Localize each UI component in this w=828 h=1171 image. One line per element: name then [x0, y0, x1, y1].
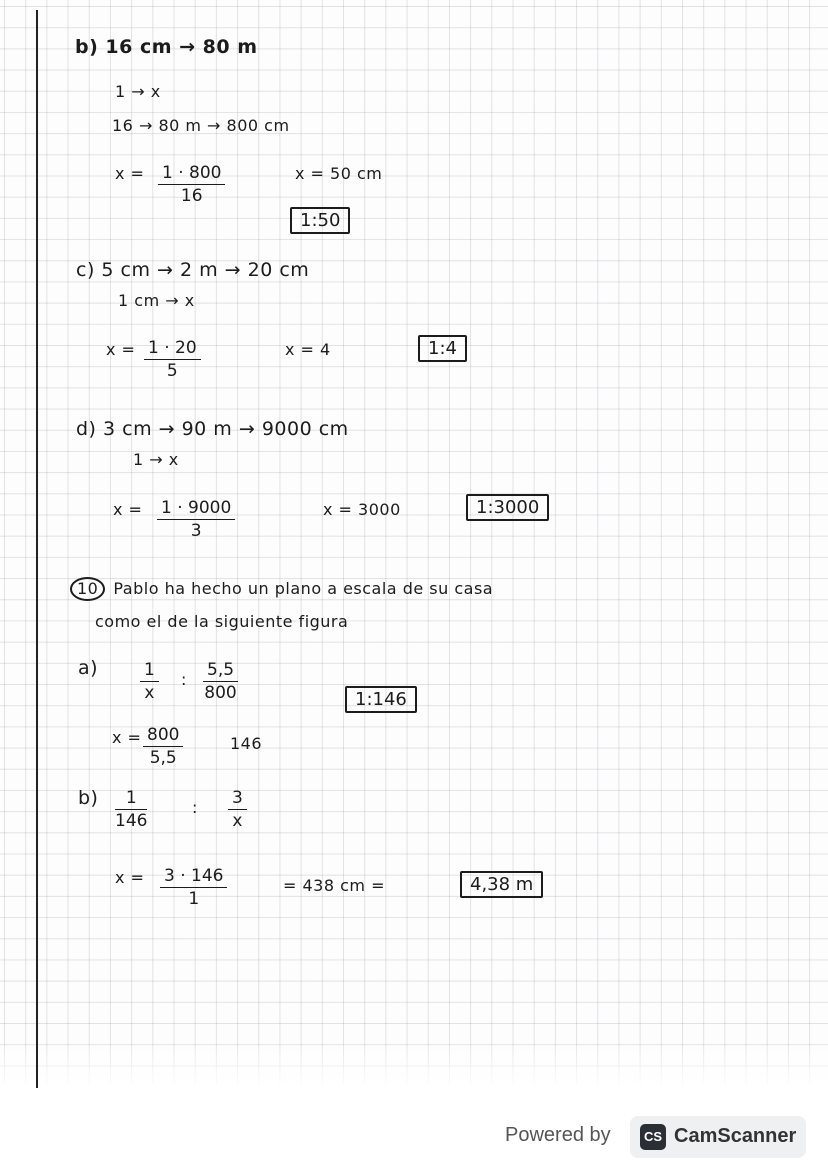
part-d-fraction-numerator: 1 · 9000	[157, 498, 235, 520]
part-b-fraction-denominator: 16	[180, 186, 203, 206]
problem-10-b-result: = 438 cm =	[283, 876, 385, 895]
part-d-line1: 1 → x	[133, 450, 179, 469]
problem-10-a-x-result: 146	[230, 734, 263, 753]
part-b-fraction	[158, 163, 225, 206]
problem-10-a-fraction-2-denominator: 800	[204, 683, 237, 703]
part-c-line1: 1 cm → x	[118, 291, 195, 310]
problem-10-b-fraction-2-denominator: x	[232, 811, 243, 831]
problem-10-b-relation: :	[192, 798, 198, 817]
part-c-answer-box: 1:4	[418, 335, 467, 362]
problem-10-statement-line2: como el de la siguiente figura	[95, 612, 349, 631]
problem-10-a-fraction-2	[203, 660, 238, 703]
page-bottom-fade	[0, 1040, 828, 1090]
problem-10-a-fraction-2-numerator: 5,5	[203, 660, 238, 682]
problem-10-a-x-fraction-numerator: 800	[143, 725, 183, 747]
part-c-fraction-denominator: 5	[166, 361, 178, 381]
problem-number-circle: 10	[70, 577, 105, 601]
part-c-result: x = 4	[285, 340, 331, 359]
part-d-x-lhs: x =	[113, 500, 143, 519]
part-c-x-lhs: x =	[106, 340, 136, 359]
part-c-fraction-numerator: 1 · 20	[144, 338, 201, 360]
part-d-fraction-denominator: 3	[190, 521, 202, 541]
problem-10-a-fraction-1-numerator: 1	[140, 660, 159, 682]
problem-10-b-x-fraction-denominator: 1	[188, 889, 200, 909]
part-b-answer-box: 1:50	[290, 207, 350, 234]
part-b-result: x = 50 cm	[295, 164, 383, 183]
part-b-fraction-numerator: 1 · 800	[158, 163, 225, 185]
problem-10-statement-line1	[70, 577, 493, 601]
part-c-fraction	[144, 338, 201, 381]
problem-10-a-x-fraction	[143, 725, 183, 768]
part-b-line1: 1 → x	[115, 82, 161, 101]
problem-10-a-fraction-1	[140, 660, 159, 703]
problem-10-b-x-fraction-numerator: 3 · 146	[160, 866, 227, 888]
problem-10-a-x-lhs: x =	[112, 728, 142, 747]
camscanner-logo-icon: CS	[640, 1124, 666, 1150]
problem-10-a-relation: :	[181, 670, 187, 689]
camscanner-brand-name: CamScanner	[674, 1125, 797, 1147]
problem-10-b-label: b)	[78, 787, 99, 809]
problem-10-b-fraction-1-numerator: 1	[115, 788, 147, 810]
part-b-heading: b) 16 cm → 80 m	[75, 36, 258, 58]
problem-10-b-answer-box: 4,38 m	[460, 871, 543, 898]
problem-10-b-x-fraction	[160, 866, 227, 909]
margin-line	[36, 10, 38, 1088]
part-c-heading: c) 5 cm → 2 m → 20 cm	[76, 259, 310, 281]
part-d-heading: d) 3 cm → 90 m → 9000 cm	[76, 418, 349, 440]
problem-10-a-answer-box: 1:146	[345, 686, 417, 713]
problem-10-b-fraction-2-numerator: 3	[228, 788, 247, 810]
problem-10-statement-text: Pablo ha hecho un plano a escala de su casa	[113, 579, 494, 598]
camscanner-badge	[630, 1116, 806, 1158]
part-d-fraction	[157, 498, 235, 541]
problem-10-a-x-fraction-denominator: 5,5	[149, 748, 177, 768]
problem-10-b-fraction-2	[228, 788, 247, 831]
part-d-answer-box: 1:3000	[466, 494, 549, 521]
problem-10-b-fraction-1-denominator: 146	[115, 811, 148, 831]
part-b-x-lhs: x =	[115, 164, 145, 183]
problem-10-b-fraction-1	[115, 788, 147, 831]
problem-10-a-label: a)	[78, 657, 99, 679]
part-b-line2: 16 → 80 m → 800 cm	[112, 116, 290, 135]
part-d-result: x = 3000	[323, 500, 401, 519]
problem-10-b-x-lhs: x =	[115, 868, 145, 887]
problem-10-a-fraction-1-denominator: x	[144, 683, 155, 703]
powered-by-text: Powered by	[505, 1124, 611, 1146]
